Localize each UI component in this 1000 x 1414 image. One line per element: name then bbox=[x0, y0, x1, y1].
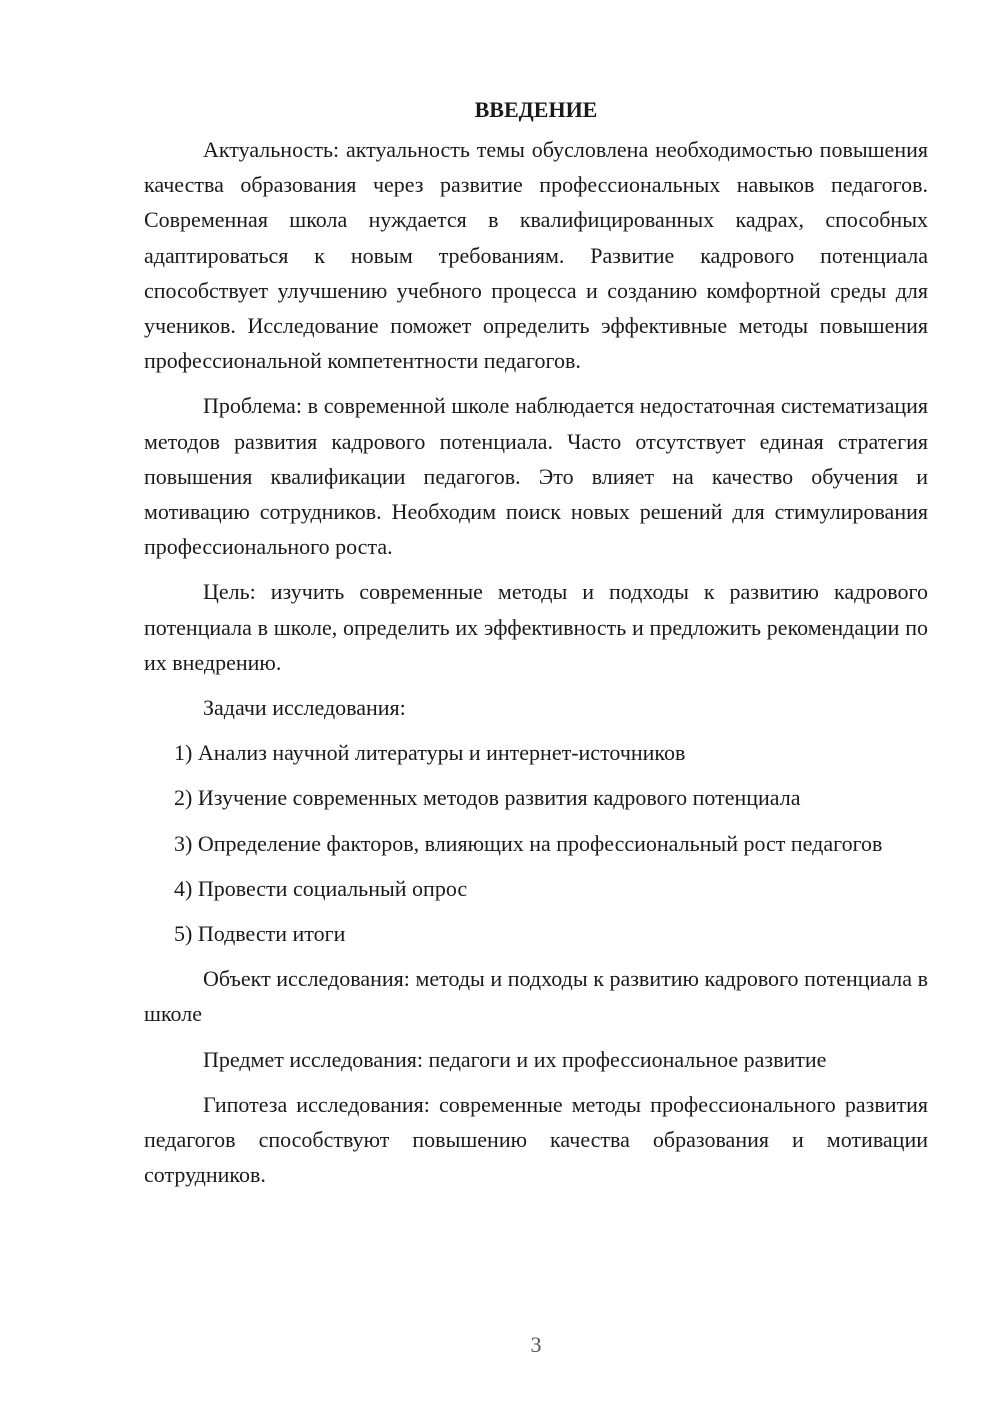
relevance-paragraph: Актуальность: актуальность темы обусловлена необходимостью повышения качества образования через развитие профессиональных навыков педагогов. Современная школа нуждается в квалифицированных кадрах, способных адаптироваться к новым требованиям. Развитие кадрового потенциала способствует улучшению учебного процесса и созданию комфортной среды для учеников. Исследование поможет определить эффективные методы повышения профессиональной компетентности педагогов. bbox=[144, 137, 928, 374]
section-heading: ВВЕДЕНИЕ bbox=[474, 97, 598, 122]
task-item: 5) Подвести итоги bbox=[174, 921, 346, 947]
object-paragraph: Объект исследования: методы и подходы к развитию кадрового потенциала в школе bbox=[144, 966, 928, 1027]
subject-paragraph: Предмет исследования: педагоги и их профессиональное развитие bbox=[203, 1046, 827, 1072]
document-page bbox=[144, 88, 928, 1202]
task-item: 2) Изучение современных методов развития кадрового потенциала bbox=[174, 785, 801, 811]
goal-paragraph: Цель: изучить современные методы и подходы к развитию кадрового потенциала в школе, определить их эффективность и предложить рекомендации по их внедрению. bbox=[144, 579, 928, 675]
page-number: 3 bbox=[530, 1332, 542, 1357]
hypothesis-paragraph: Гипотеза исследования: современные методы профессионального развития педагогов способствуют повышению качества образования и мотивации сотрудников. bbox=[144, 1091, 928, 1188]
problem-paragraph: Проблема: в современной школе наблюдается недостаточная систематизация методов развития кадрового потенциала. Часто отсутствует единая стратегия повышения квалификации педагогов. Это влияет на качество обучения и мотивацию сотрудников. Необходим поиск новых решений для стимулирования профессионального роста. bbox=[144, 393, 928, 560]
task-item: 1) Анализ научной литературы и интернет-источников bbox=[174, 740, 686, 766]
tasks-title: Задачи исследования: bbox=[203, 695, 406, 721]
task-item: 4) Провести социальный опрос bbox=[174, 875, 468, 901]
task-item: 3) Определение факторов, влияющих на профессиональный рост педагогов bbox=[174, 830, 883, 856]
